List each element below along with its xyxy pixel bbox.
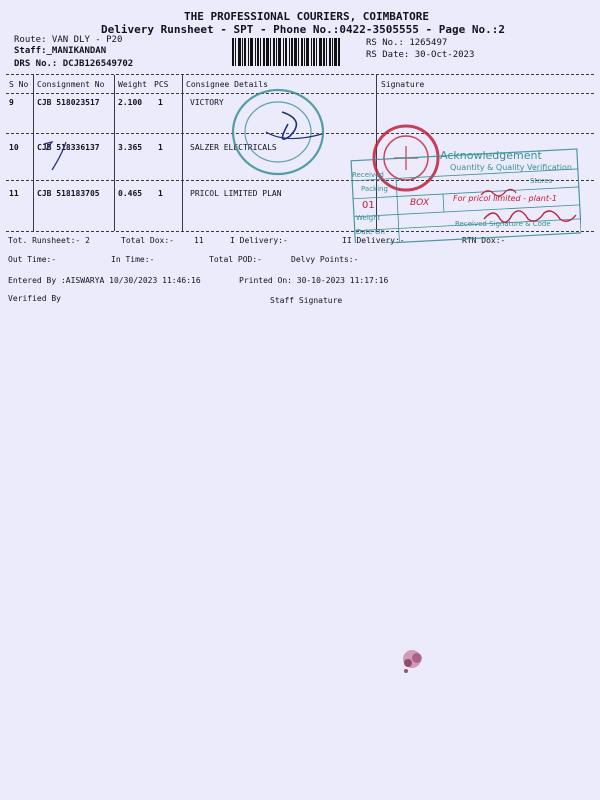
row-weight: 0.465 — [118, 189, 143, 198]
ack-packing: Packing — [361, 185, 388, 193]
row-weight: 3.365 — [118, 143, 143, 152]
header-pcs: PCS — [154, 80, 169, 89]
route-label: Route: VAN DLY - P20 — [14, 35, 123, 45]
staff-label: Staff:_MANIKANDAN — [14, 46, 107, 56]
total-runsheet: Tot. Runsheet:- 2 — [8, 236, 90, 245]
delvy-points: Delvy Points:- — [291, 255, 359, 264]
verified-by: Verified By — [8, 294, 61, 303]
red-scribble-icon — [478, 185, 518, 199]
row-sno: 10 — [9, 143, 19, 152]
row-consignee: PRICOL LIMITED PLAN — [190, 189, 282, 198]
ack-verification: Quantity & Quality Verification — [450, 163, 572, 172]
company-title: THE PROFESSIONAL COURIERS, COIMBATORE — [184, 10, 430, 23]
table-top-rule — [6, 74, 594, 75]
column-divider — [33, 75, 34, 231]
ack-box: BOX — [410, 198, 430, 208]
total-pod: Total POD:- — [209, 255, 262, 264]
staff-signature: Staff Signature — [270, 296, 343, 305]
ink-smudge-icon — [396, 646, 430, 676]
row-consignment: CJB 518183705 — [37, 189, 100, 198]
i-delivery: I Delivery:- — [230, 236, 288, 245]
header-consignee: Consignee Details — [186, 80, 268, 89]
ack-weight: Weight — [356, 214, 381, 222]
drs-number: DRS No.: DCJB126549702 — [14, 59, 134, 69]
header-consignment: Consignment No — [37, 80, 105, 89]
row-sno: 9 — [9, 98, 14, 107]
total-dox-value: 11 — [194, 236, 204, 245]
printed-on: Printed On: 30-10-2023 11:17:16 — [239, 276, 389, 285]
runsheet-subtitle: Delivery Runsheet - SPT - Phone No.:0422-3505555 - Page No.:2 — [101, 23, 505, 36]
ack-company: For pricol limited - plant-1 — [453, 194, 557, 203]
row-weight: 2.100 — [118, 98, 143, 107]
round-stamp-teal-icon — [222, 84, 332, 180]
column-divider — [114, 75, 115, 231]
entered-by: Entered By :AISWARYA 10/30/2023 11:46:16 — [8, 276, 201, 285]
header-signature: Signature — [381, 80, 425, 89]
row-consignee: SALZER ELECTRICALS — [190, 143, 277, 152]
rs-number: RS No.: 1265497 — [366, 38, 448, 48]
pen-mark-icon — [36, 138, 86, 174]
red-signature-icon — [480, 205, 580, 227]
rtn-dox: RTN Dox:- — [462, 236, 506, 245]
ii-delivery: II Delivery:- — [342, 236, 405, 245]
ack-title: Acknowledgement — [440, 149, 542, 162]
row-consignee: VICTORY — [190, 98, 224, 107]
rs-date: RS Date: 30-Oct-2023 — [366, 50, 475, 60]
ack-sign: Received Signature & Code — [455, 220, 551, 228]
ack-stores: Stores — [530, 177, 553, 185]
row-consignment: CJB 518023517 — [37, 98, 100, 107]
header-weight: Weight — [118, 80, 147, 89]
header-sno: S No — [9, 80, 29, 89]
row-pcs: 1 — [158, 98, 163, 107]
out-time: Out Time:- — [8, 255, 57, 264]
row-sno: 11 — [9, 189, 19, 198]
ack-received: Received — [352, 171, 384, 179]
row-pcs: 1 — [158, 189, 163, 198]
column-divider — [182, 75, 183, 231]
total-dox-label: Total Dox:- — [121, 236, 174, 245]
ack-quantity: 01 — [362, 200, 375, 211]
row-pcs: 1 — [158, 143, 163, 152]
row-consignment: CJB 518336137 — [37, 143, 100, 152]
in-time: In Time:- — [111, 255, 155, 264]
ack-date: Date On — [356, 228, 385, 236]
barcode — [232, 38, 356, 66]
